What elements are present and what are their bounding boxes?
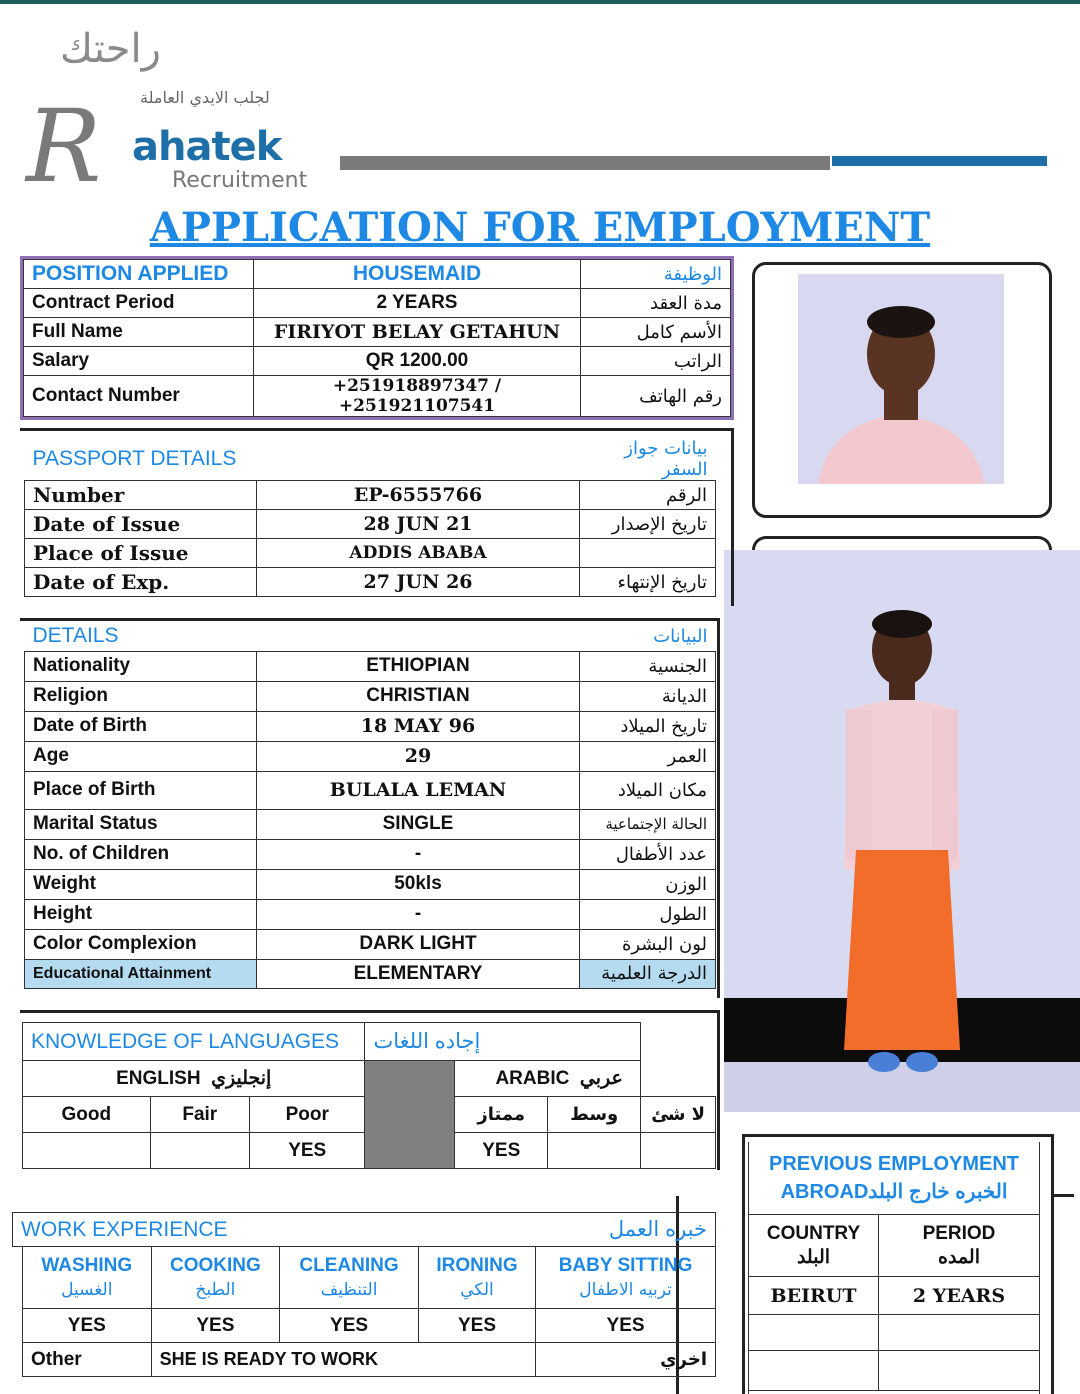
details-value: SINGLE (257, 809, 580, 839)
previous-header-ar: الخبره خارج البلد (868, 1181, 1008, 1203)
portrait-photo (798, 274, 1004, 484)
details-row (25, 771, 716, 809)
skill-name-ar: تربيه الاطفال (579, 1279, 672, 1300)
previous-period: 2 YEARS (879, 1277, 1040, 1315)
previous-table (748, 1214, 1040, 1391)
skill-name-ar: الكي (460, 1279, 494, 1300)
position-label-ar: الأسم كامل (581, 318, 731, 347)
page-title: APPLICATION FOR EMPLOYMENT (149, 204, 931, 251)
country-col-ar: البلد (796, 1246, 831, 1268)
details-row (25, 869, 716, 899)
position-row (24, 318, 731, 347)
passport-value: 28 JUN 21 (257, 510, 580, 539)
skill-name: BABY SITTING (558, 1254, 693, 1276)
languages-header-en: KNOWLEDGE OF LANGUAGES (23, 1023, 365, 1061)
details-label: No. of Children (25, 839, 257, 869)
position-row (24, 347, 731, 376)
details-label-ar: تاريخ الميلاد (580, 711, 716, 741)
skill-header (536, 1247, 716, 1309)
details-label-ar: الجنسية (580, 651, 716, 681)
details-row (25, 929, 716, 959)
previous-country: BEIRUT (749, 1277, 879, 1315)
arabic-level: لا شئ (641, 1097, 716, 1133)
arabic-level-value: YES (455, 1133, 548, 1169)
passport-table (24, 438, 716, 597)
skill-name: WASHING (41, 1254, 133, 1276)
previous-frame-tick (1054, 1194, 1074, 1197)
details-row (25, 809, 716, 839)
details-value: BULALA LEMAN (257, 771, 580, 809)
previous-header-en2: ABROAD (780, 1181, 869, 1203)
position-label-ar: رقم الهاتف (581, 376, 731, 417)
skill-value: YES (280, 1309, 419, 1343)
passport-row (25, 568, 716, 597)
arabic-level: وسط (548, 1097, 641, 1133)
position-row (24, 289, 731, 318)
position-label: Contact Number (24, 376, 254, 417)
languages-separator (365, 1061, 455, 1169)
english-label: ENGLISH (116, 1068, 201, 1089)
skill-name-ar: الطبخ (195, 1279, 236, 1300)
details-value: CHRISTIAN (257, 681, 580, 711)
arabic-level-value (548, 1133, 641, 1169)
details-label-ar: الطول (580, 899, 716, 929)
skill-header (418, 1247, 535, 1309)
skill-name: IRONING (436, 1254, 518, 1276)
languages-header-ar: إجاده اللغات (365, 1023, 641, 1061)
period-col-en: PERIOD (922, 1222, 996, 1244)
full-body-photo (724, 550, 1080, 1112)
details-label: Date of Birth (25, 711, 257, 741)
skill-value: YES (151, 1309, 280, 1343)
skill-header (151, 1247, 280, 1309)
passport-header-ar: بيانات جواز السفر (580, 438, 716, 481)
other-label: Other (23, 1343, 152, 1377)
previous-header-en: PREVIOUS EMPLOYMENT (768, 1153, 1020, 1175)
logo-arabic-tagline: لجلب الايدي العاملة (140, 88, 270, 107)
passport-row (25, 539, 716, 568)
details-header-ar: البيانات (580, 622, 716, 651)
passport-label-ar (580, 539, 716, 568)
country-col-en: COUNTRY (766, 1222, 861, 1244)
details-row (25, 711, 716, 741)
logo-initial: R (26, 88, 102, 205)
details-label-ar: الحالة الإجتماعية (580, 809, 716, 839)
passport-label-ar: الرقم (580, 481, 716, 510)
english-level-value: YES (249, 1133, 365, 1169)
decor-bar-grey (340, 156, 830, 170)
details-label-ar: الديانة (580, 681, 716, 711)
passport-label: Date of Exp. (25, 568, 257, 597)
position-value: +251918897347 / +251921107541 (254, 376, 581, 417)
passport-label-ar: تاريخ الإنتهاء (580, 568, 716, 597)
details-row (25, 741, 716, 771)
passport-row (25, 481, 716, 510)
passport-label-ar: تاريخ الإصدار (580, 510, 716, 539)
work-header-en: WORK EXPERIENCE (13, 1213, 477, 1247)
details-row (25, 681, 716, 711)
decor-bar-blue (832, 156, 1047, 166)
skill-name-ar: الغسيل (61, 1279, 113, 1300)
details-label-ar: عدد الأطفال (580, 839, 716, 869)
details-label: Place of Birth (25, 771, 257, 809)
details-label: Age (25, 741, 257, 771)
other-label-ar: اخري (536, 1343, 716, 1377)
position-label: Contract Period (24, 289, 254, 318)
details-value: ETHIOPIAN (257, 651, 580, 681)
skill-header (280, 1247, 419, 1309)
details-value: 50kls (257, 869, 580, 899)
skill-header (23, 1247, 152, 1309)
details-label: Color Complexion (25, 929, 257, 959)
position-label: Salary (24, 347, 254, 376)
details-header-en: DETAILS (25, 622, 257, 651)
skill-value: YES (536, 1309, 716, 1343)
work-header-ar: خبره العمل (477, 1213, 716, 1247)
details-value: 29 (257, 741, 580, 771)
details-label: Marital Status (25, 809, 257, 839)
details-label-ar: العمر (580, 741, 716, 771)
passport-label: Place of Issue (25, 539, 257, 568)
position-value: 2 YEARS (254, 289, 581, 318)
details-value: - (257, 839, 580, 869)
portrait-icon (798, 274, 1004, 484)
details-label: Height (25, 899, 257, 929)
english-label-ar: إنجليزي (211, 1068, 272, 1089)
work-skills-table (22, 1246, 716, 1377)
position-value: HOUSEMAID (254, 260, 581, 289)
details-label: Religion (25, 681, 257, 711)
skill-name: COOKING (170, 1254, 261, 1276)
passport-row (25, 510, 716, 539)
details-value: - (257, 899, 580, 929)
logo-arabic-name: راحتك (60, 26, 161, 72)
arabic-label: ARABIC (495, 1068, 570, 1089)
skill-value: YES (418, 1309, 535, 1343)
details-label-ar: مكان الميلاد (580, 771, 716, 809)
details-value: 18 MAY 96 (257, 711, 580, 741)
details-label-ar: لون البشرة (580, 929, 716, 959)
top-border (0, 0, 1080, 4)
english-level-value (23, 1133, 151, 1169)
period-col-ar: المده (938, 1246, 980, 1268)
passport-header-en: PASSPORT DETAILS (25, 438, 257, 481)
skill-name-ar: التنظيف (320, 1279, 378, 1300)
details-row (25, 899, 716, 929)
position-frame (20, 256, 734, 420)
position-label: POSITION APPLIED (24, 260, 254, 289)
arabic-level: ممتاز (455, 1097, 548, 1133)
english-level-value (150, 1133, 249, 1169)
position-table (23, 259, 731, 417)
english-level: Fair (150, 1097, 249, 1133)
passport-label: Number (25, 481, 257, 510)
details-label: Educational Attainment (25, 959, 257, 988)
position-row (24, 376, 731, 417)
details-row (25, 959, 716, 988)
other-value: SHE IS READY TO WORK (151, 1343, 536, 1377)
passport-value: ADDIS ABABA (257, 539, 580, 568)
arabic-label-ar: عربي (579, 1068, 623, 1089)
position-value: QR 1200.00 (254, 347, 581, 376)
details-label: Weight (25, 869, 257, 899)
position-value: FIRIYOT BELAY GETAHUN (254, 318, 581, 347)
details-row (25, 839, 716, 869)
logo-name: ahatek (132, 124, 282, 170)
details-label-ar: الدرجة العلمية (580, 959, 716, 988)
passport-value: 27 JUN 26 (257, 568, 580, 597)
details-value: ELEMENTARY (257, 959, 580, 988)
skill-value: YES (23, 1309, 152, 1343)
position-label: Full Name (24, 318, 254, 347)
position-label-ar: مدة العقد (581, 289, 731, 318)
position-row (24, 260, 731, 289)
arabic-level-value (641, 1133, 716, 1169)
details-label-ar: الوزن (580, 869, 716, 899)
english-level: Poor (249, 1097, 365, 1133)
skill-name: CLEANING (299, 1254, 399, 1276)
position-label-ar: الوظيفة (581, 260, 731, 289)
passport-value: EP-6555766 (257, 481, 580, 510)
details-label: Nationality (25, 651, 257, 681)
details-value: DARK LIGHT (257, 929, 580, 959)
full-body-icon (724, 550, 1080, 1112)
passport-label: Date of Issue (25, 510, 257, 539)
details-table (24, 622, 716, 989)
work-table (12, 1212, 716, 1247)
logo-subtitle: Recruitment (172, 168, 308, 193)
position-label-ar: الراتب (581, 347, 731, 376)
english-level: Good (23, 1097, 151, 1133)
languages-table (22, 1022, 716, 1169)
details-row (25, 651, 716, 681)
previous-row (749, 1277, 1040, 1315)
previous-header (750, 1150, 1038, 1206)
